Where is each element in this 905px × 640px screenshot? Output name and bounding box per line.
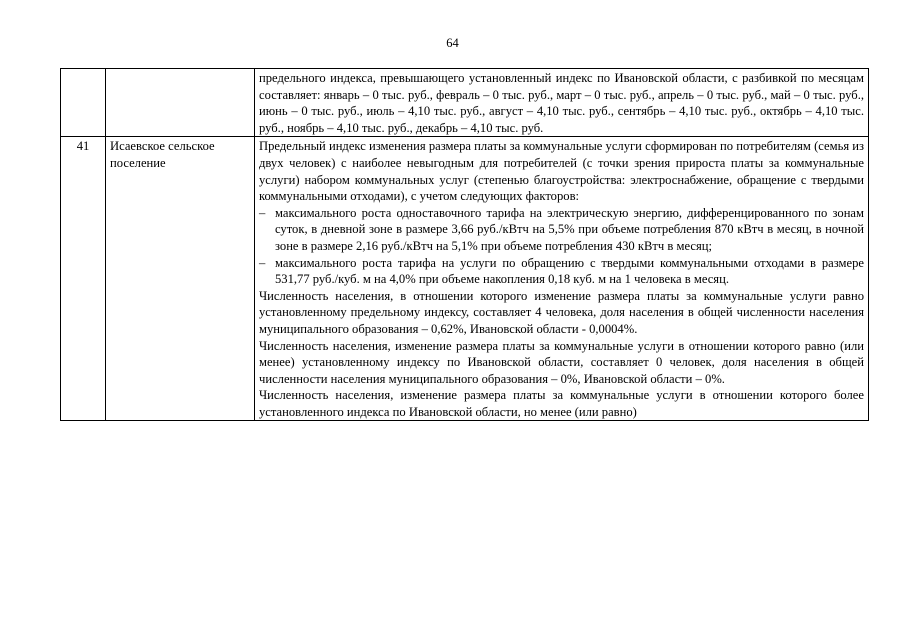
monthly-breakdown-text: предельного индекса, превышающего установленный индекс по Ивановской области, с разбивкой по месяцам составляет: январь – 0 тыс. руб., февраль – 0 тыс. руб., март – 0 тыс. руб., апрель – 0 тыс. руб., май – 0 тыс. руб., июнь – 0 тыс. руб., июль – 4,10 тыс. руб., август – 4,10 тыс. руб., сентябрь – 4,10 тыс. руб., октябрь – 4,10 тыс. руб., ноябрь – 4,10 тыс. руб., декабрь – 4,10 тыс. руб. (259, 71, 864, 135)
factor-list-item (259, 255, 864, 288)
index-formation-paragraph: Предельный индекс изменения размера платы за коммунальные услуги сформирован по потребителям (семья из двух человек) с наиболее невыгодным для потребителей (с точки зрения прироста платы за коммунальные услуги) набором коммунальных услуг (степенью благоустройства: электроснабжение, обращение с твердыми коммунальными отходами), с учетом следующих факторов: (259, 139, 864, 204)
factor-waste-text: максимального роста тарифа на услуги по обращению с твердыми коммунальными отходами в размере 531,77 руб./куб. м на 4,0% при объеме накопления 0,18 куб. м на 1 человека в месяц. (275, 255, 864, 287)
factor-list-item (259, 205, 864, 255)
municipal-index-table (60, 68, 869, 421)
table-row-41 (61, 137, 869, 421)
municipality-name-cell: Исаевское сельское поселение (106, 137, 255, 421)
factor-electricity-text: максимального роста одноставочного тарифа на электрическую энергию, дифференцированного по зонам суток, в дневной зоне в размере 3,66 руб./кВтч на 5,5% при объеме потребления 870 кВтч в месяц, в ночной зоне в размере 2,16 руб./кВтч на 5,1% при объеме потребления 430 кВтч в месяц; (275, 205, 864, 253)
municipality-name-cell (106, 69, 255, 137)
row-number-cell: 41 (61, 137, 106, 421)
population-equal-paragraph: Численность населения, в отношении которого изменение размера платы за коммунальные услуги равно установленному предельному индексу, составляет 4 человека, доля населения в общей численности населения муниципального образования – 0,62%, Ивановской области - 0,0004%. (259, 288, 864, 336)
page-number: 64 (446, 36, 459, 50)
dash-bullet: – (259, 255, 266, 270)
population-less-paragraph: Численность населения, изменение размера платы за коммунальные услуги в отношении которого равно (или менее) установленному индексу по Ивановской области, составляет 0 человек, доля населения в общей численности населения муниципального образования – 0%, Ивановской области – 0%. (259, 338, 864, 386)
dash-bullet: – (259, 205, 266, 220)
row-number-cell (61, 69, 106, 137)
population-more-paragraph: Численность населения, изменение размера платы за коммунальные услуги в отношении которого более установленного индекса по Ивановской области, но менее (или равно) (259, 388, 864, 419)
description-cell (255, 137, 869, 421)
description-cell (255, 69, 869, 137)
table-row-continued (61, 69, 869, 137)
